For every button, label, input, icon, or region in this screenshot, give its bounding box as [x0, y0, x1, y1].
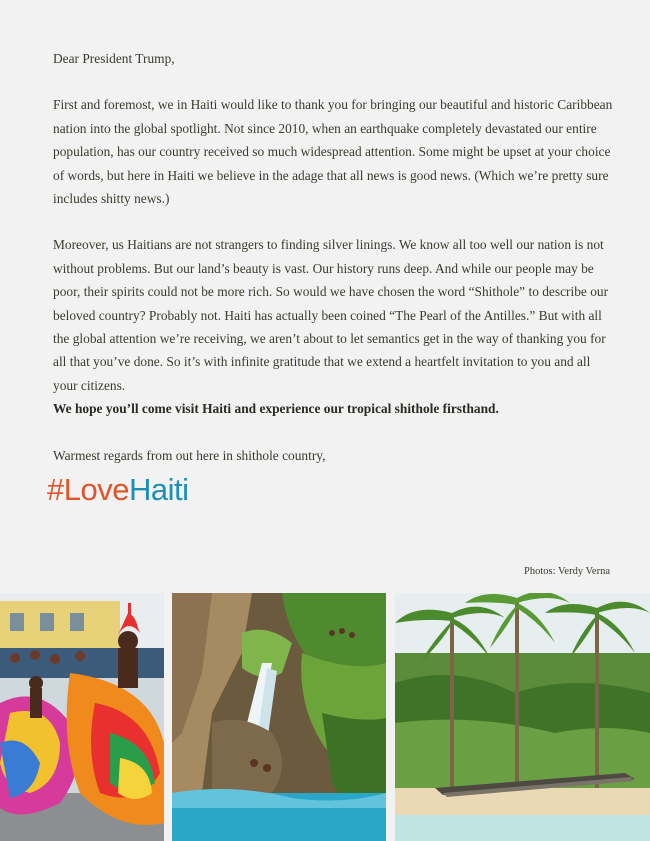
letter-paragraph-2: [53, 233, 613, 420]
photo-carnival-dancers: [0, 593, 164, 841]
letter-greeting: Dear President Trump,: [53, 51, 175, 66]
letter-invitation: We hope you’ll come visit Haiti and experience our tropical shithole firsthand.: [53, 401, 499, 417]
photo-credit: Photos: Verdy Verna: [524, 566, 610, 577]
love-haiti-logo: [47, 473, 188, 507]
photo-waterfall: [172, 593, 386, 841]
letter-paragraph-2-text: Moreover, us Haitians are not strangers to finding silver linings. We know all too well our nation is not without problems. But our land’s beauty is vast. Our history runs deep. And while our people may be poor, their spirits could not be more rich. So would we have chosen the word “Shithole” to describe our beloved country? Probably not. Haiti has actually been coined “The Pearl of the Antilles.” But with all the global attention we’re receiving, we aren’t about to let semantics get in the way of thanking you for all that you’ve done. So it’s with infinite gratitude that we extend a heartfelt invitation to you and all your citizens.: [53, 237, 609, 393]
letter-body: [53, 47, 613, 467]
letter-paragraph-1: First and foremost, we in Haiti would like to thank you for bringing our beautiful and historic Caribbean nation into the global spotlight. Not since 2010, when an earthquake completely devastated our entire population, has our country received so much widespread attention. Some might be upset at your choice of words, but here in Haiti we believe in the adage that all news is good news. (Which we’re pretty sure includes shitty news.): [53, 97, 613, 207]
hashtag-love: #Love: [47, 472, 129, 507]
photo-palm-beach: [395, 593, 650, 841]
hashtag-haiti: Haiti: [128, 472, 189, 507]
letter-closing: Warmest regards from out here in shithole country,: [53, 447, 326, 463]
